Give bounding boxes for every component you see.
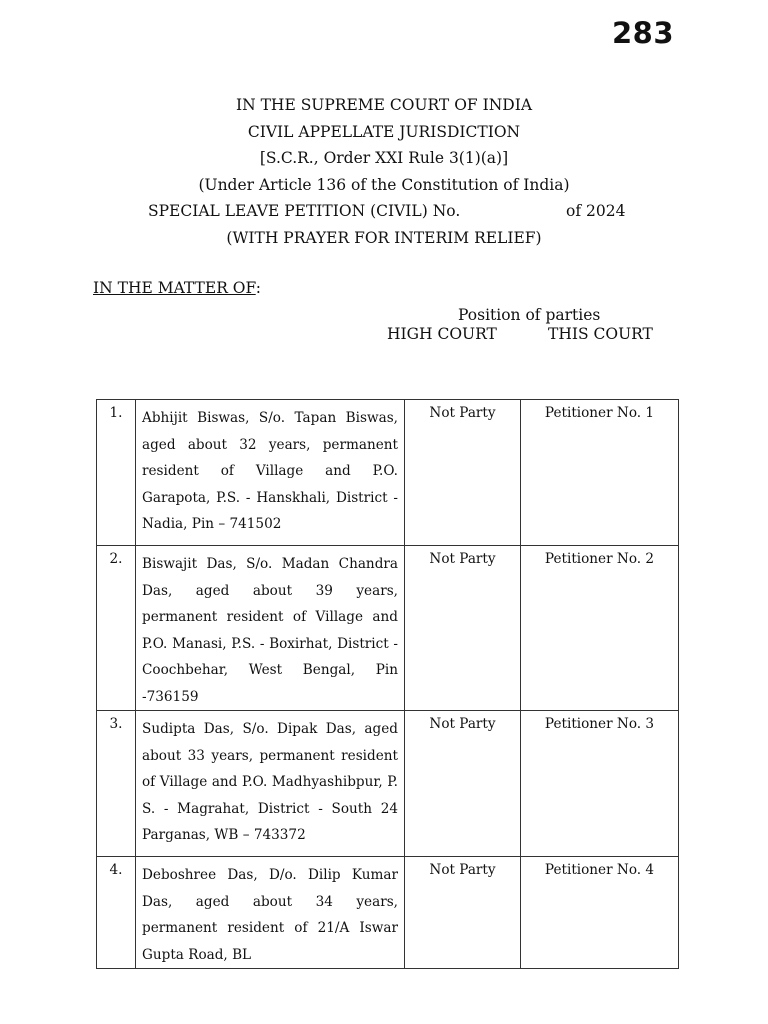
matter-colon: : [255, 279, 261, 297]
party-this-court-status: Petitioner No. 4 [521, 857, 679, 969]
petition-year: of 2024 [566, 202, 626, 220]
party-high-court-status: Not Party [405, 546, 521, 711]
court-name: IN THE SUPREME COURT OF INDIA [235, 96, 533, 114]
article-reference: (Under Article 136 of the Constitution of India) [198, 175, 570, 194]
parties-table [96, 399, 679, 969]
party-number: 2. [97, 546, 136, 711]
petition-type: SPECIAL LEAVE PETITION (CIVIL) No. [148, 202, 461, 220]
position-of-parties-title: Position of parties [458, 306, 601, 324]
table-row [97, 400, 679, 546]
rule-reference: [S.C.R., Order XXI Rule 3(1)(a)] [259, 149, 509, 167]
table-row [97, 546, 679, 711]
party-description: Deboshree Das, D/o. Dilip Kumar Das, aged about 34 years, permanent resident of 21/A Iswar Gupta Road, BL [136, 857, 405, 969]
party-description: Biswajit Das, S/o. Madan Chandra Das, aged about 39 years, permanent resident of Village and P.O. Manasi, P.S. - Boxirhat, District - Coochbehar, West Bengal, Pin -736159 [136, 546, 405, 711]
party-this-court-status: Petitioner No. 3 [521, 711, 679, 857]
party-this-court-status: Petitioner No. 2 [521, 546, 679, 711]
party-high-court-status: Not Party [405, 857, 521, 969]
matter-heading [93, 279, 261, 297]
petition-number-line [0, 198, 768, 225]
party-this-court-status: Petitioner No. 1 [521, 400, 679, 546]
high-court-header: HIGH COURT [387, 325, 497, 343]
table-row [97, 857, 679, 969]
this-court-header: THIS COURT [548, 325, 653, 343]
party-number: 3. [97, 711, 136, 857]
document-heading [0, 92, 768, 251]
party-number: 1. [97, 400, 136, 546]
matter-label: IN THE MATTER OF [93, 279, 256, 297]
party-description: Sudipta Das, S/o. Dipak Das, aged about 33 years, permanent resident of Village and P.O. Madhyashibpur, P. S. - Magrahat, District - South 24 Parganas, WB – 743372 [136, 711, 405, 857]
jurisdiction: CIVIL APPELLATE JURISDICTION [247, 122, 521, 141]
party-high-court-status: Not Party [405, 711, 521, 857]
party-number: 4. [97, 857, 136, 969]
interim-relief-note: (WITH PRAYER FOR INTERIM RELIEF) [226, 228, 542, 247]
page-number: 283 [612, 16, 675, 50]
party-high-court-status: Not Party [405, 400, 521, 546]
table-row [97, 711, 679, 857]
party-description: Abhijit Biswas, S/o. Tapan Biswas, aged about 32 years, permanent resident of Village and P.O. Garapota, P.S. - Hanskhali, District - Nadia, Pin – 741502 [136, 400, 405, 546]
